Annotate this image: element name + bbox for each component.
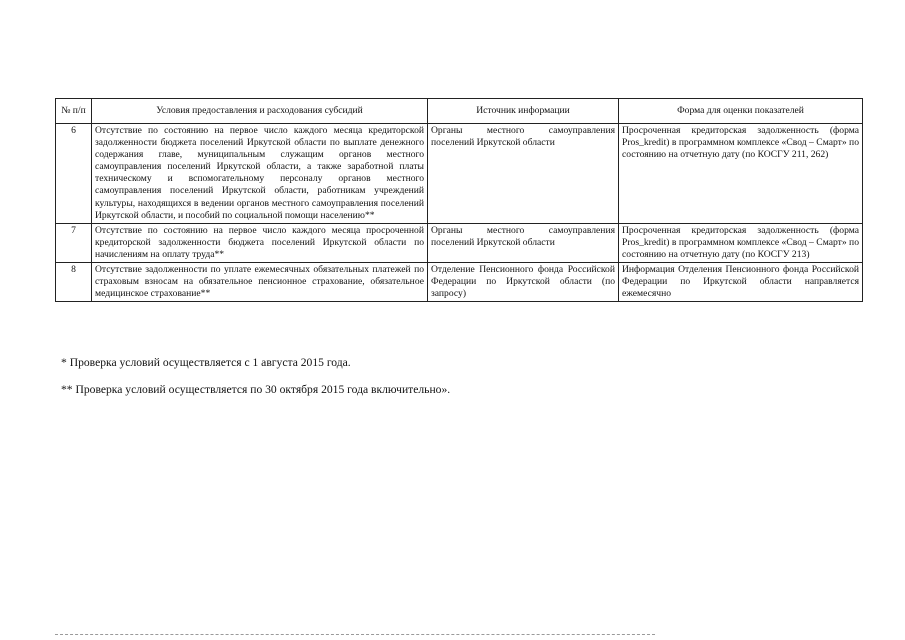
row-num: 6 (56, 124, 92, 224)
table-header-row (56, 99, 863, 124)
row-source: Органы местного самоуправления поселений Иркутской области (428, 124, 619, 224)
header-form: Форма для оценки показателей (619, 99, 863, 124)
row-num: 8 (56, 263, 92, 302)
table-row (56, 124, 863, 224)
footnote-double-star: ** Проверка условий осуществляется по 30 октября 2015 года включительно». (61, 383, 451, 396)
row-conditions: Отсутствие по состоянию на первое число каждого месяца кредиторской задолженности бюджета поселений Иркутской области по выплате денежного содержания главе, муниципальным служащим органов местного самоуправления поселений Иркутской области, а также заработной платы техническому и вспомогательному персоналу органов местного самоуправления поселений Иркутской области, работникам учреждений культуры, находящихся в ведении органов местного самоуправления поселений Иркутской области, и пособий по социальной помощи населению** (92, 124, 428, 224)
header-source: Источник информации (428, 99, 619, 124)
row-source: Органы местного самоуправления поселений Иркутской области (428, 223, 619, 262)
row-form: Информация Отделения Пенсионного фонда Российской Федерации по Иркутской области направляется ежемесячно (619, 263, 863, 302)
row-conditions: Отсутствие по состоянию на первое число каждого месяца просроченной кредиторской задолженности бюджета поселений Иркутской области по начислениям на оплату труда** (92, 223, 428, 262)
row-source: Отделение Пенсионного фонда Российской Федерации по Иркутской области (по запросу) (428, 263, 619, 302)
header-num: № п/п (56, 99, 92, 124)
header-conditions: Условия предоставления и расходования субсидий (92, 99, 428, 124)
row-form: Просроченная кредиторская задолженность (форма Pros_kredit) в программном комплексе «Свод – Смарт» по состоянию на отчетную дату (по КОСГУ 213) (619, 223, 863, 262)
row-num: 7 (56, 223, 92, 262)
table-row (56, 263, 863, 302)
row-conditions: Отсутствие задолженности по уплате ежемесячных обязательных платежей по страховым взносам на обязательное пенсионное страхование, обязательное медицинское страхование** (92, 263, 428, 302)
page-bottom-rule (55, 634, 655, 635)
conditions-table (55, 98, 863, 302)
footnote-single-star: * Проверка условий осуществляется с 1 августа 2015 года. (61, 356, 351, 369)
table-row (56, 223, 863, 262)
row-form: Просроченная кредиторская задолженность (форма Pros_kredit) в программном комплексе «Свод – Смарт» по состоянию на отчетную дату (по КОСГУ 211, 262) (619, 124, 863, 224)
